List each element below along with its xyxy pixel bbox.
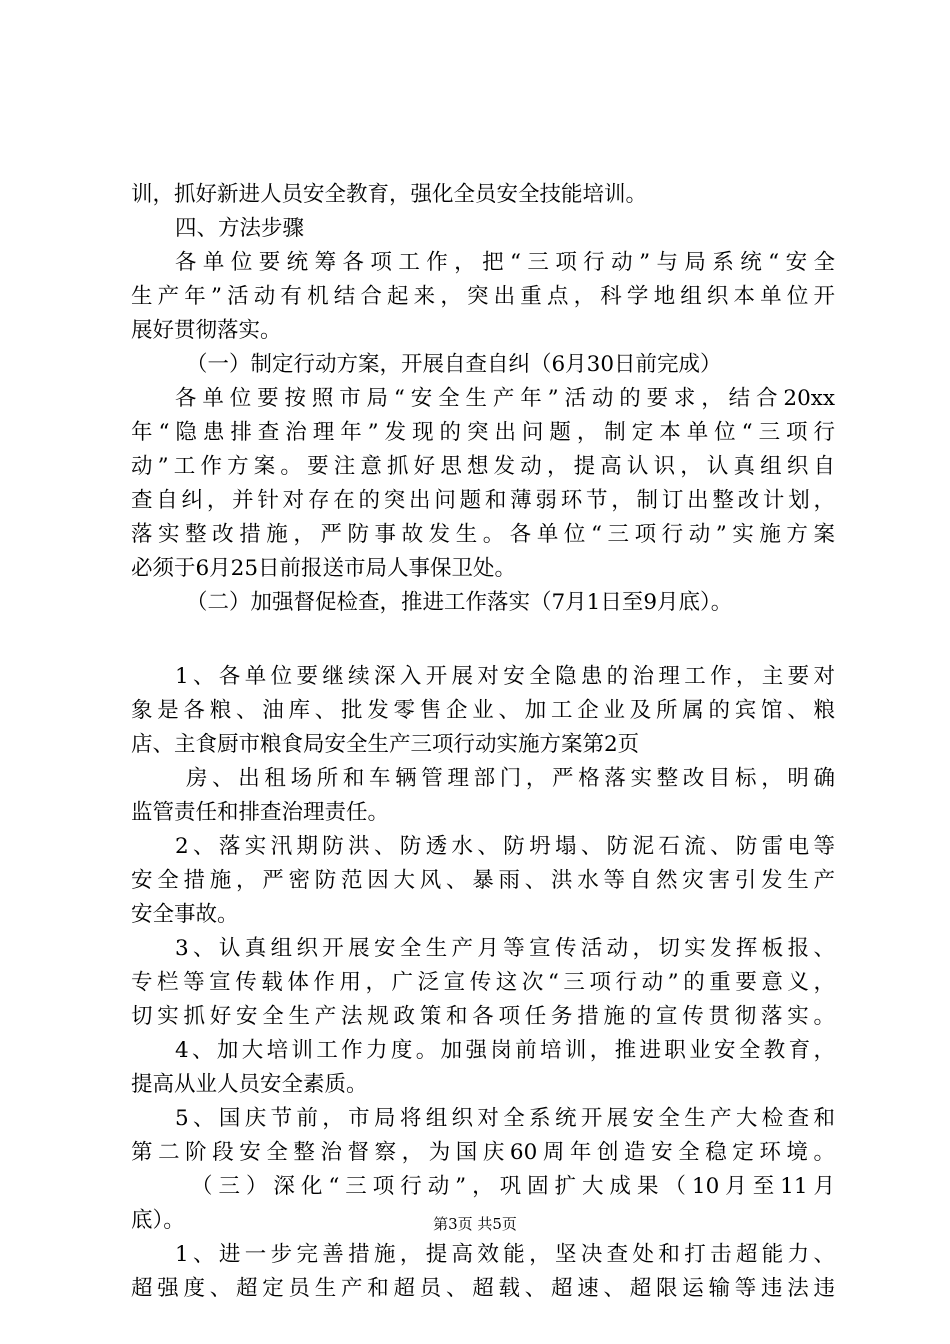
text-line: 监管责任和排查治理责任。 (131, 800, 390, 825)
text-line: 各单位要按照市局“安全生产年”活动的要求，结合20xx (175, 386, 835, 411)
text-line: （二）加强督促检查，推进工作落实（7月1日至9月底）。 (186, 590, 733, 615)
body-text (131, 178, 835, 1306)
text-line: 年“隐患排查治理年”发现的突出问题，制定本单位“三项行 (131, 420, 835, 445)
text-line: 5、国庆节前，市局将组织对全系统开展安全生产大检查和 (175, 1106, 835, 1131)
text-line: 第二阶段安全整治督察，为国庆60周年创造安全稳定环境。 (131, 1140, 835, 1165)
text-line: （一）制定行动方案，开展自查自纠（6月30日前完成） (186, 352, 722, 377)
text-line: 象是各粮、油库、批发零售企业、加工企业及所属的宾馆、粮 (131, 698, 835, 723)
text-line: 房、出租场所和车辆管理部门，严格落实整改目标，明确 (186, 766, 835, 791)
text-line: 展好贯彻落实。 (131, 318, 282, 343)
text-line: 生产年”活动有机结合起来，突出重点，科学地组织本单位开 (131, 284, 835, 309)
blank-line (131, 620, 835, 660)
text-line: 1、各单位要继续深入开展对安全隐患的治理工作，主要对 (175, 664, 835, 689)
text-line: 训，抓好新进人员安全教育，强化全员安全技能培训。 (131, 182, 648, 207)
text-line: 必须于6月25日前报送市局人事保卫处。 (131, 556, 517, 581)
text-line: 店、主食厨市粮食局安全生产三项行动实施方案第2页 (131, 732, 640, 757)
text-line: （三）深化“三项行动”，巩固扩大成果（10月至11月 (191, 1174, 835, 1199)
text-line: 专栏等宣传载体作用，广泛宣传这次“三项行动”的重要意义， (131, 970, 835, 995)
text-line: 安全事故。 (131, 902, 239, 927)
text-line: 超强度、超定员生产和超员、超载、超速、超限运输等违法违 (131, 1276, 835, 1301)
text-line: 2、落实汛期防洪、防透水、防坍塌、防泥石流、防雷电等 (175, 834, 835, 859)
text-line: 底）。 (131, 1208, 185, 1233)
text-line: 1、进一步完善措施，提高效能，坚决查处和打击超能力、 (175, 1242, 835, 1267)
text-line: 提高从业人员安全素质。 (131, 1072, 368, 1097)
text-line: 切实抓好安全生产法规政策和各项任务措施的宣传贯彻落实。 (131, 1004, 835, 1029)
text-line: 3、认真组织开展安全生产月等宣传活动，切实发挥板报、 (175, 936, 835, 961)
text-line: 动”工作方案。要注意抓好思想发动，提高认识，认真组织自 (131, 454, 835, 479)
text-line: 四、方法步骤 (175, 216, 305, 241)
text-line: 查自纠，并针对存在的突出问题和薄弱环节，制订出整改计划， (131, 488, 835, 513)
text-line: 落实整改措施，严防事故发生。各单位“三项行动”实施方案 (131, 522, 835, 547)
text-line: 4、加大培训工作力度。加强岗前培训，推进职业安全教育， (175, 1038, 835, 1063)
text-line: 各单位要统筹各项工作，把“三项行动”与局系统“安全 (175, 250, 835, 275)
page-footer: 第3页 共5页 (433, 1215, 517, 1233)
text-line: 安全措施，严密防范因大风、暴雨、洪水等自然灾害引发生产 (131, 868, 835, 893)
